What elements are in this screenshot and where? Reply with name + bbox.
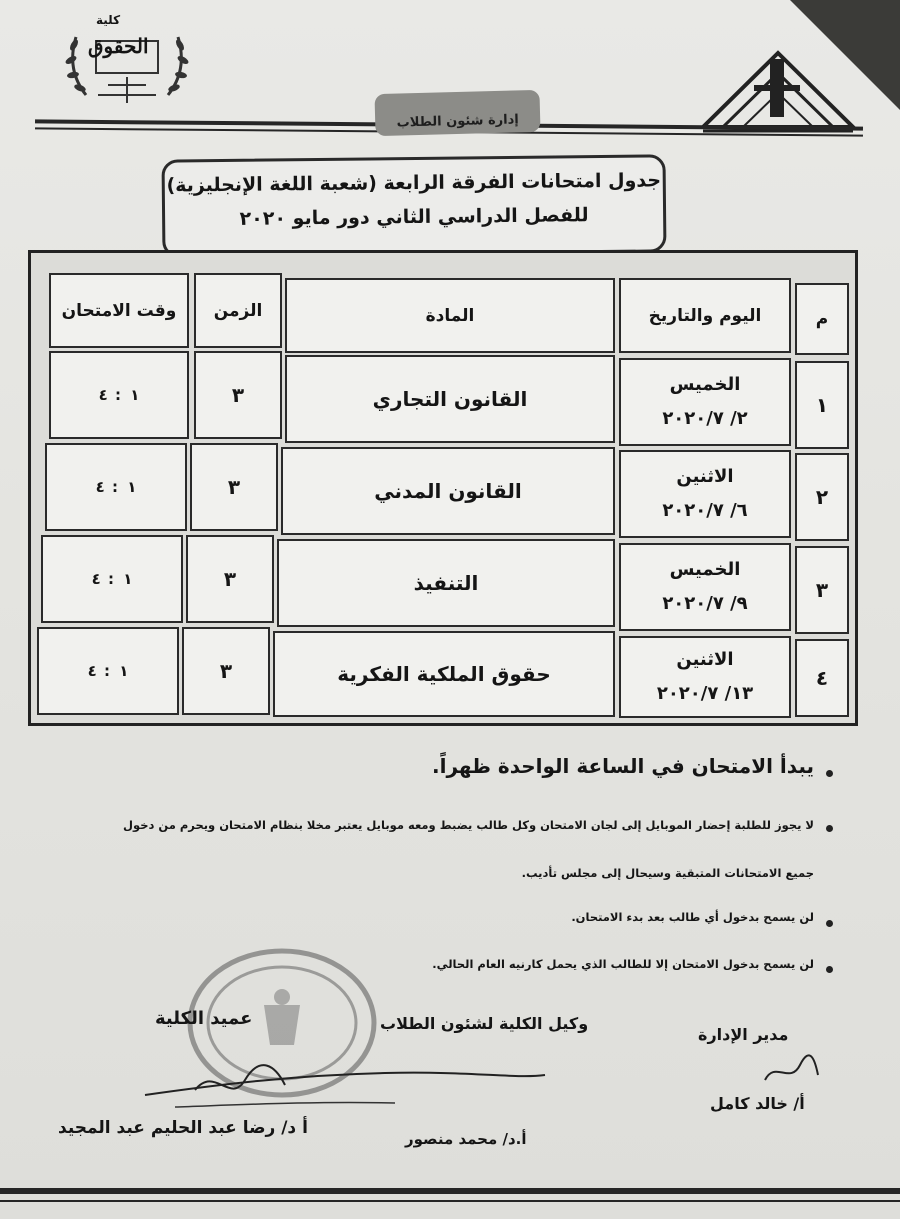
row-1-subject: القانون التجاري bbox=[285, 355, 615, 443]
note-bullet bbox=[826, 920, 833, 927]
logo-top-text: كلية bbox=[96, 13, 121, 27]
row-4-time: ٤ : ١ bbox=[37, 627, 179, 715]
director-signature-scribble bbox=[760, 1050, 820, 1090]
row-3-duration: ٣ bbox=[186, 535, 274, 623]
time-from: ١ bbox=[123, 570, 133, 588]
row-4-index: ٤ bbox=[795, 639, 849, 717]
row-1-time: ٤ : ١ bbox=[49, 351, 189, 439]
row-3-date: ٩/ ٢٠٢٠/٧ bbox=[662, 593, 748, 614]
time-to: ٤ bbox=[91, 570, 101, 588]
time-to: ٤ bbox=[95, 478, 105, 496]
exam-schedule-table bbox=[28, 250, 858, 726]
row-2-day-date bbox=[619, 450, 791, 538]
row-1-date: ٢/ ٢٠٢٠/٧ bbox=[662, 408, 748, 429]
time-from: ١ bbox=[130, 386, 140, 404]
signature-scribble bbox=[135, 1045, 555, 1125]
logo-left-text: الحقوق bbox=[88, 34, 149, 58]
note-4: لن يسمح بدخول الامتحان إلا للطالب الذي يحمل كارنيه العام الحالي. bbox=[432, 957, 814, 971]
row-4-date: ١٣/ ٢٠٢٠/٧ bbox=[656, 683, 754, 704]
header-day-date: اليوم والتاريخ bbox=[619, 278, 791, 353]
director-title: مدير الإدارة bbox=[698, 1025, 789, 1044]
director-name: أ/ خالد كامل bbox=[710, 1094, 805, 1113]
row-3-index: ٣ bbox=[795, 546, 849, 634]
footer-rule-thin bbox=[0, 1200, 900, 1202]
row-4-duration: ٣ bbox=[182, 627, 270, 715]
vice-dean-title: وكيل الكلية لشئون الطلاب bbox=[380, 1014, 589, 1033]
row-1-index: ١ bbox=[795, 361, 849, 449]
note-2: لا يجوز للطلبة إحضار الموبايل إلى لجان الامتحان وكل طالب يضبط ومعه موبايل يعتبر مخلا بنظام الامتحان ويحرم من دخول bbox=[123, 818, 814, 832]
row-4-day-date bbox=[619, 636, 791, 718]
department-label-box bbox=[374, 90, 540, 136]
row-1-day: الخميس bbox=[669, 374, 741, 395]
page-title: جدول امتحانات الفرقة الرابعة (شعبة اللغة الإنجليزية) bbox=[166, 169, 662, 197]
header-index: م bbox=[795, 283, 849, 355]
time-from: ١ bbox=[127, 478, 137, 496]
department-label: إدارة شئون الطلاب bbox=[396, 112, 519, 131]
dean-name: أ د/ رضا عبد الحليم عبد المجيد bbox=[58, 1118, 308, 1138]
note-2-continued: جميع الامتحانات المتبقية وسيحال إلى مجلس تأديب. bbox=[521, 866, 814, 880]
row-2-day: الاثنين bbox=[676, 466, 734, 487]
row-2-subject: القانون المدني bbox=[281, 447, 615, 535]
note-3: لن يسمح بدخول أي طالب بعد بدء الامتحان. bbox=[571, 910, 814, 924]
row-3-time: ٤ : ١ bbox=[41, 535, 183, 623]
title-box bbox=[162, 154, 667, 257]
row-1-day-date bbox=[619, 358, 791, 446]
row-3-subject: التنفيذ bbox=[277, 539, 615, 627]
faculty-logo-icon bbox=[58, 15, 196, 110]
row-3-day-date bbox=[619, 543, 791, 631]
dean-title: عميد الكلية bbox=[155, 1008, 253, 1029]
footer-rule bbox=[0, 1188, 900, 1194]
row-2-time: ٤ : ١ bbox=[45, 443, 187, 531]
row-3-day: الخميس bbox=[669, 559, 741, 580]
row-4-subject: حقوق الملكية الفكرية bbox=[273, 631, 615, 717]
row-4-day: الاثنين bbox=[676, 649, 734, 670]
row-2-index: ٢ bbox=[795, 453, 849, 541]
header-duration: الزمن bbox=[194, 273, 282, 348]
row-1-duration: ٣ bbox=[194, 351, 282, 439]
time-to: ٤ bbox=[87, 662, 97, 680]
header-time: وقت الامتحان bbox=[49, 273, 189, 348]
time-from: ١ bbox=[119, 662, 129, 680]
page-subtitle: للفصل الدراسي الثاني دور مايو ٢٠٢٠ bbox=[239, 204, 589, 230]
vice-dean-name: أ.د/ محمد منصور bbox=[405, 1130, 527, 1148]
row-2-date: ٦/ ٢٠٢٠/٧ bbox=[662, 500, 748, 521]
note-bullet bbox=[826, 825, 833, 832]
row-2-duration: ٣ bbox=[190, 443, 278, 531]
note-bullet bbox=[826, 966, 833, 973]
header-subject: المادة bbox=[285, 278, 615, 353]
time-to: ٤ bbox=[98, 386, 108, 404]
note-bullet bbox=[826, 770, 833, 777]
note-1: يبدأ الامتحان في الساعة الواحدة ظهراً. bbox=[431, 754, 814, 778]
